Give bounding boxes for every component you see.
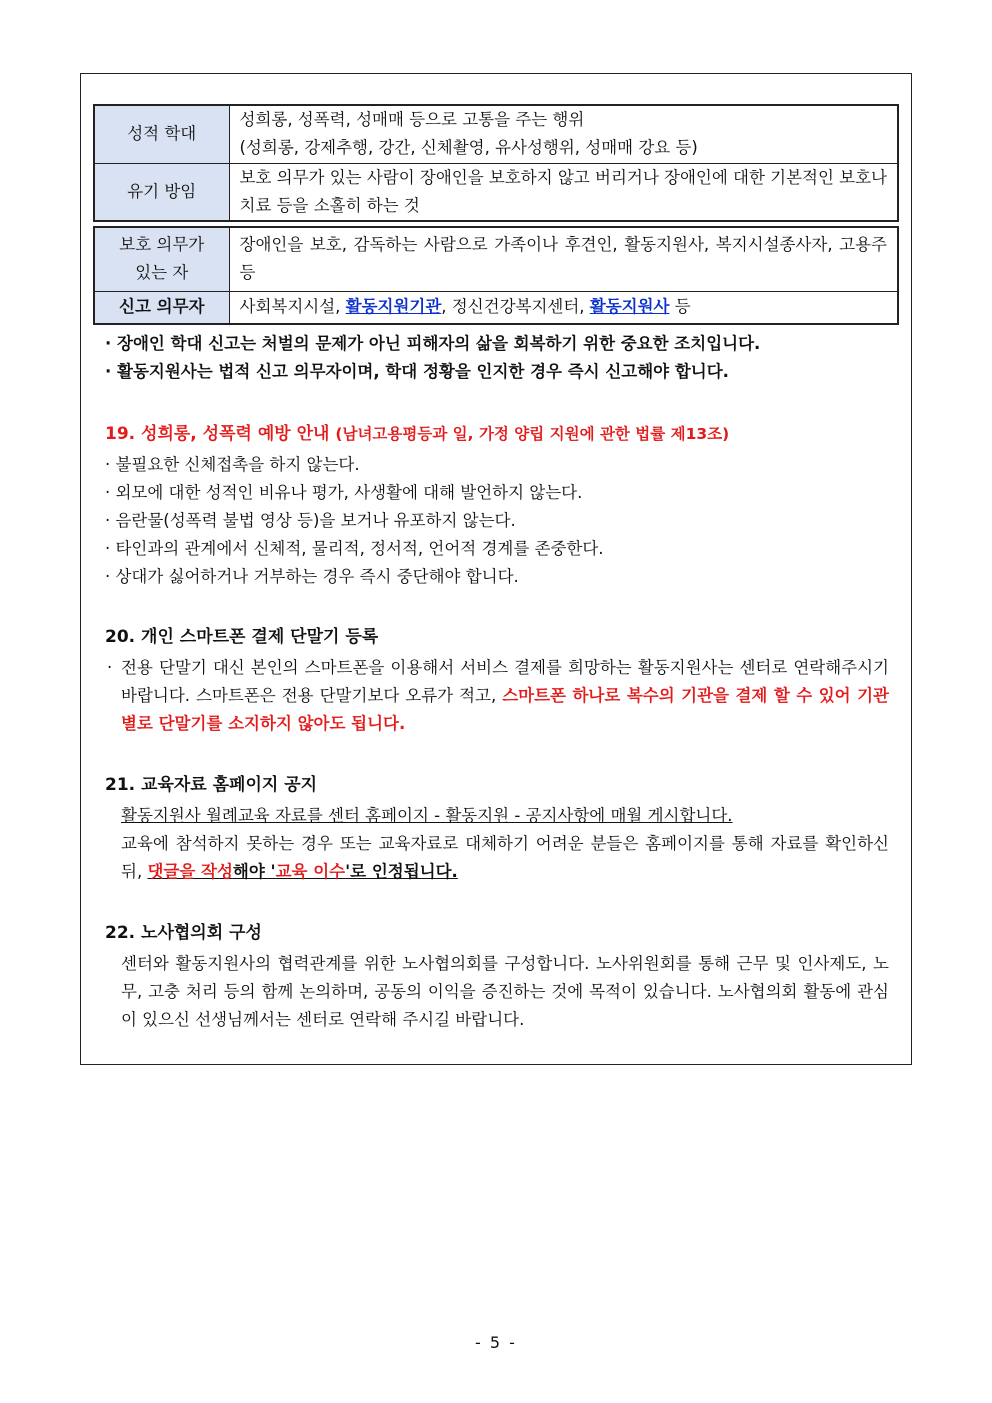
text-part: '로 인정됩니다. (345, 862, 458, 881)
bullet: · (107, 658, 113, 677)
section-19-heading (105, 420, 729, 448)
row-line: 성희롱, 성폭력, 성매매 등으로 고통을 주는 행위 (239, 110, 585, 130)
row-content (229, 291, 898, 324)
list-item: · 상대가 싫어하거나 거부하는 경우 즉시 중단해야 합니다. (105, 567, 519, 586)
underlined-part (147, 862, 457, 881)
page-number: - 5 - (475, 1333, 517, 1352)
section-20-text (121, 654, 889, 738)
section-21-line: 활동지원사 월례교육 자료를 센터 홈페이지 - 활동지원 - 공지사항에 매월 게시합니다. (121, 806, 733, 825)
row-header: 성적 학대 (94, 105, 229, 163)
list-item: · 불필요한 신체접촉을 하지 않는다. (105, 455, 360, 474)
emphasis-text: 교육 이수 (275, 862, 346, 881)
text-part: 등 (669, 297, 691, 317)
text-part: 교육에 참석하지 못하는 경우 또는 교육자료로 대체하기 어려운 분들은 홈페이지를 통해 자료를 확인하신 뒤, (121, 834, 889, 881)
table-row (94, 291, 898, 324)
emphasis-text: 댓글을 작성 (147, 862, 233, 881)
caregiver-link[interactable]: 활동지원사 (589, 297, 670, 317)
section-title: 19. 성희롱, 성폭력 예방 안내 (105, 424, 330, 444)
row-content: 보호 의무가 있는 사람이 장애인을 보호하지 않고 버리거나 장애인에 대한 기본적인 보호나 치료 등을 소홀히 하는 것 (229, 163, 898, 221)
duty-table (93, 226, 899, 325)
note-line: · 장애인 학대 신고는 처벌의 문제가 아닌 피해자의 삶을 회복하기 위한 중요한 조치입니다. (105, 334, 761, 353)
abuse-type-table (93, 104, 899, 222)
section-22-heading: 22. 노사협의회 구성 (105, 923, 262, 943)
table-row (94, 105, 898, 163)
list-item: · 음란물(성폭력 불법 영상 등)을 보거나 유포하지 않는다. (105, 511, 516, 530)
text-part: , 정신건강복지센터, (441, 297, 590, 317)
row-header: 보호 의무가 있는 자 (94, 227, 229, 291)
row-content (229, 105, 898, 163)
text-part: 사회복지시설, (239, 297, 346, 317)
table-row (94, 227, 898, 291)
text-part: 전용 단말기 대신 본인의 스마트폰을 이용해서 서비스 결제를 희망하는 활동지원사는 센터로 연락해주시기 바랍니다. 스마트폰은 전용 단말기보다 오류가 적고, (121, 658, 889, 705)
row-header: 신고 의무자 (94, 291, 229, 324)
section-21-text (121, 830, 889, 886)
row-header: 유기 방임 (94, 163, 229, 221)
section-20-heading: 20. 개인 스마트폰 결제 단말기 등록 (105, 627, 379, 647)
list-item: · 타인과의 관계에서 신체적, 물리적, 정서적, 언어적 경계를 존중한다. (105, 539, 604, 558)
text-part: 해야 ' (232, 862, 276, 881)
section-21-heading: 21. 교육자료 홈페이지 공지 (105, 775, 318, 795)
row-content: 장애인을 보호, 감독하는 사람으로 가족이나 후견인, 활동지원사, 복지시설종사자, 고용주 등 (229, 227, 898, 291)
table-row (94, 163, 898, 221)
section-22-text: 센터와 활동지원사의 협력관계를 위한 노사협의회를 구성합니다. 노사위원회를 통해 근무 및 인사제도, 노무, 고충 처리 등의 함께 논의하며, 공동의 이익을 증진하는 것에 목적이 있습니다. 노사협의회 활동에 관심이 있으신 선생님께서는 센터로 연락해 주시길 바랍니다. (121, 954, 889, 1029)
list-item: · 외모에 대한 성적인 비유나 평가, 사생활에 대해 발언하지 않는다. (105, 483, 583, 502)
emphasis-text: 스마트폰 하나로 복수의 기관을 결제 할 수 있어 기관별로 단말기를 소지하지 않아도 됩니다. (121, 686, 889, 733)
row-line: (성희롱, 강제추행, 강간, 신체촬영, 유사성행위, 성매매 강요 등) (239, 138, 698, 158)
law-reference: (남녀고용평등과 일, 가정 양립 지원에 관한 법률 제13조) (335, 425, 730, 443)
content-frame (80, 73, 912, 1065)
agency-link[interactable]: 활동지원기관 (345, 297, 442, 317)
note-line: · 활동지원사는 법적 신고 의무자이며, 학대 정황을 인지한 경우 즉시 신고해야 합니다. (105, 362, 729, 381)
